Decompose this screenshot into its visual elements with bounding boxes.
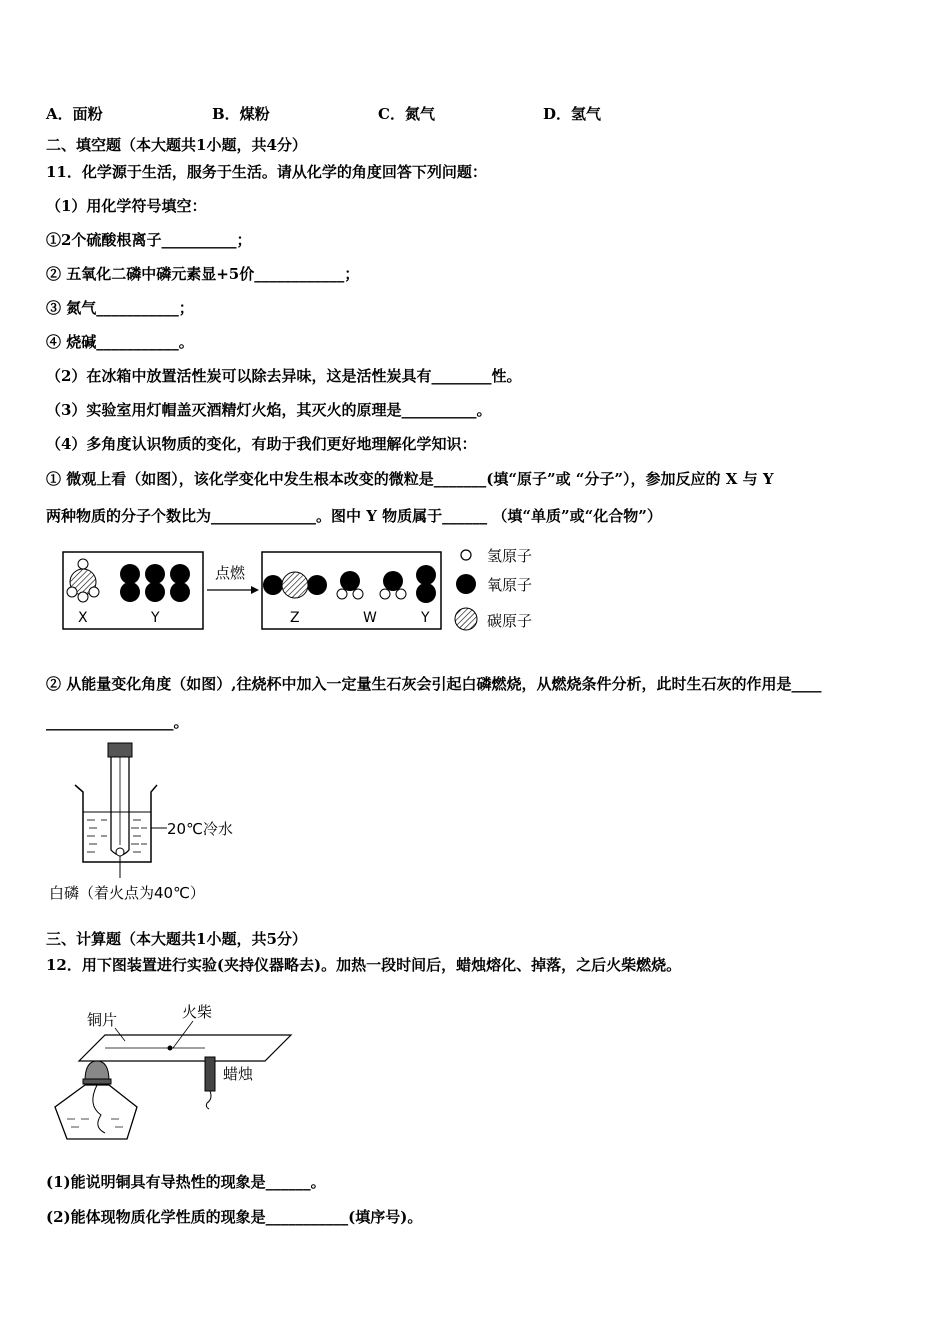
q11-part1: （1）用化学符号填空：	[46, 197, 207, 215]
label-w: W	[363, 610, 377, 626]
q11-part4-1a: ① 微观上看（如图），该化学变化中发生根本改变的微粒是_______(填“原子”或 “分子”），参加反应的 X 与 Y	[46, 470, 774, 488]
q11-part4-2a: ② 从能量变化角度（如图）,往烧杯中加入一定量生石灰会引起白磷燃烧，从燃烧条件分析，此时生石灰的作用是____	[46, 675, 822, 693]
q12-stem: 12．用下图装置进行实验(夹持仪器略去)。加热一段时间后，蜡烛熔化、掉落，之后火柴燃烧。	[46, 956, 682, 974]
q11-part2: （2）在冰箱中放置活性炭可以除去异味，这是活性炭具有________性。	[46, 367, 522, 385]
phosphorus-label: 白磷（着火点为40℃）	[49, 884, 205, 902]
carbon-dioxide-molecule	[263, 572, 327, 598]
q11-part1-a: ①2个硫酸根离子__________；	[46, 231, 252, 249]
option-c: C．氮气	[378, 105, 435, 123]
label-x: X	[78, 610, 88, 626]
alcohol-lamp	[55, 1085, 137, 1139]
match-label: 火柴	[182, 1003, 213, 1021]
legend-carbon: 碳原子	[487, 612, 533, 630]
hydrogen-legend-icon	[461, 550, 471, 560]
q11-stem: 11．化学源于生活，服务于生活。请从化学的角度回答下列问题：	[46, 163, 487, 181]
option-b: B．煤粉	[212, 105, 270, 123]
candle	[205, 1057, 215, 1091]
q11-part4-1b: 两种物质的分子个数比为______________。图中 Y 物质属于______ （填“单质”或“化合物”）	[46, 507, 662, 525]
water-molecules	[337, 571, 406, 599]
match-head	[168, 1046, 173, 1051]
option-d: D．氢气	[543, 105, 602, 123]
section2-heading: 二、填空题（本大题共1小题，共4分）	[46, 136, 307, 154]
beaker-diagram	[45, 740, 265, 910]
section3-heading: 三、计算题（本大题共1小题，共5分）	[46, 930, 307, 948]
label-y2: Y	[421, 610, 430, 626]
q12-part2: (2)能体现物质化学性质的现象是___________(填序号)。	[46, 1208, 423, 1226]
stopper	[108, 743, 132, 757]
oxygen-molecules	[120, 564, 190, 602]
methane-molecule	[67, 559, 99, 602]
label-z: Z	[290, 610, 300, 626]
candle-label: 蜡烛	[223, 1065, 254, 1083]
q11-part3: （3）实验室用灯帽盖灭酒精灯火焰，其灭火的原理是__________。	[46, 401, 492, 419]
copper-label: 铜片	[87, 1011, 118, 1029]
legend-hydrogen: 氢原子	[487, 547, 533, 565]
legend-oxygen: 氧原子	[487, 576, 533, 594]
white-phosphorus	[116, 848, 124, 856]
lamp-flame-cap	[85, 1061, 109, 1081]
arrow-label: 点燃	[215, 564, 246, 582]
copper-experiment-diagram	[45, 995, 305, 1155]
q11-part1-d: ④ 烧碱___________。	[46, 333, 194, 351]
option-a: A．面粉	[46, 105, 103, 123]
q11-part4: （4）多角度认识物质的变化，有助于我们更好地理解化学知识：	[46, 435, 477, 453]
q11-part4-2b: _________________。	[46, 713, 189, 731]
water-label: 20℃冷水	[167, 820, 233, 838]
q12-part1: (1)能说明铜具有导热性的现象是______。	[46, 1173, 326, 1191]
oxygen-molecule-remaining	[416, 565, 436, 603]
q11-part1-c: ③ 氮气___________；	[46, 299, 194, 317]
label-y: Y	[151, 610, 160, 626]
carbon-legend-icon	[455, 608, 477, 630]
reaction-diagram	[55, 540, 555, 640]
q11-part1-b: ② 五氧化二磷中磷元素显+5价____________；	[46, 265, 360, 283]
oxygen-legend-icon	[456, 574, 476, 594]
